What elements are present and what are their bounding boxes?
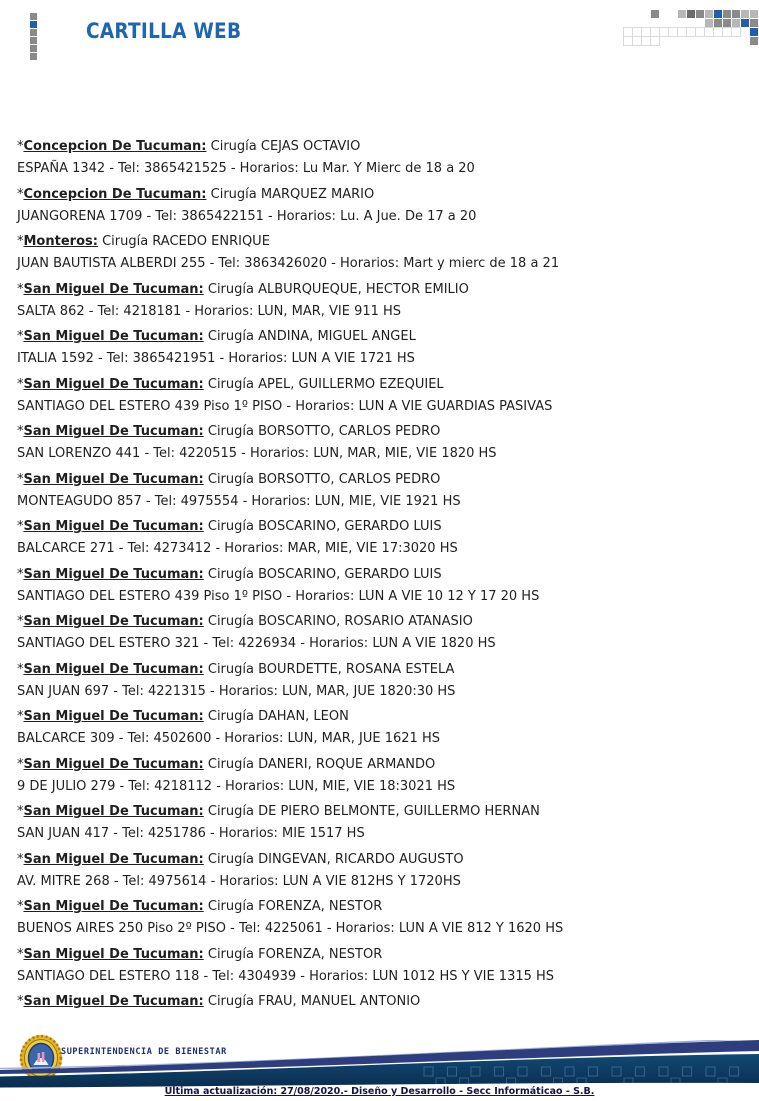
- directory-entry: [17, 944, 747, 988]
- entry-details: SANTIAGO DEL ESTERO 321 - Tel: 4226934 - Horarios: LUN A VIE 1820 HS: [17, 636, 496, 651]
- entry-details: SANTIAGO DEL ESTERO 439 Piso 1º PISO - Horarios: LUN A VIE GUARDIAS PASIVAS: [17, 398, 553, 414]
- entry-city: Concepcion De Tucuman:: [23, 186, 207, 202]
- header-pixel-mosaic-icon: [624, 10, 759, 50]
- entry-title-line: [17, 469, 747, 491]
- entry-bullet: *: [17, 661, 24, 677]
- entry-info: Cirugía FORENZA, NESTOR: [203, 899, 383, 914]
- entry-city: San Miguel De Tucuman:: [23, 329, 204, 344]
- entry-info: Cirugía CEJAS OCTAVIO: [206, 139, 361, 154]
- entry-title-line: [17, 611, 747, 633]
- brand-pixel-strip-icon: [30, 13, 38, 60]
- entry-details: SAN JUAN 417 - Tel: 4251786 - Horarios: MIE 1517 HS: [17, 826, 365, 841]
- entry-title-line: [17, 231, 747, 253]
- entry-title-line: [17, 944, 747, 966]
- entry-title-line: [17, 421, 747, 443]
- entry-details: SALTA 862 - Tel: 4218181 - Horarios: LUN, MAR, VIE 911 HS: [17, 303, 402, 319]
- directory-entry: [17, 564, 747, 608]
- directory-entry: [17, 801, 747, 845]
- entry-details: SAN LORENZO 441 - Tel: 4220515 - Horarios: LUN, MAR, MIE, VIE 1820 HS: [17, 446, 497, 461]
- entry-details: BUENOS AIRES 250 Piso 2º PISO - Tel: 4225061 - Horarios: LUN A VIE 812 Y 1620 HS: [17, 921, 564, 936]
- entry-title-line: [17, 279, 747, 301]
- entry-bullet: *: [17, 139, 24, 154]
- entry-title-line: [17, 374, 747, 396]
- directory-entry: [17, 659, 747, 703]
- directory-entry: [17, 184, 747, 228]
- entry-details: SANTIAGO DEL ESTERO 118 - Tel: 4304939 - Horarios: LUN 1012 HS Y VIE 1315 HS: [17, 968, 555, 984]
- entry-city: San Miguel De Tucuman:: [23, 851, 204, 867]
- entry-title-line: [17, 991, 747, 1013]
- entry-city: San Miguel De Tucuman:: [23, 519, 204, 534]
- entry-info: Cirugía FRAU, MANUEL ANTONIO: [203, 994, 421, 1009]
- entry-bullet: *: [17, 899, 24, 914]
- directory-entry: [17, 469, 747, 513]
- entry-bullet: *: [17, 946, 24, 962]
- entry-bullet: *: [17, 281, 24, 297]
- entry-info: Cirugía DE PIERO BELMONTE, GUILLERMO HERNAN: [203, 804, 540, 819]
- directory-entry: [17, 849, 747, 893]
- entry-details: JUAN BAUTISTA ALBERDI 255 - Tel: 3863426020 - Horarios: Mart y mierc de 18 a 21: [17, 256, 560, 271]
- entry-city: Concepcion De Tucuman:: [23, 139, 207, 154]
- entry-info: Cirugía APEL, GUILLERMO EZEQUIEL: [203, 376, 444, 392]
- entry-details: MONTEAGUDO 857 - Tel: 4975554 - Horarios: LUN, MIE, VIE 1921 HS: [17, 493, 461, 509]
- directory-entry: [17, 991, 747, 1013]
- entry-info: Cirugía BOURDETTE, ROSANA ESTELA: [203, 661, 455, 677]
- entry-details: BALCARCE 271 - Tel: 4273412 - Horarios: MAR, MIE, VIE 17:3020 HS: [17, 541, 458, 556]
- entry-info: Cirugía MARQUEZ MARIO: [206, 186, 375, 202]
- entry-title-line: [17, 801, 747, 823]
- entry-city: San Miguel De Tucuman:: [23, 566, 204, 582]
- entry-city: San Miguel De Tucuman:: [23, 756, 204, 772]
- entry-details: AV. MITRE 268 - Tel: 4975614 - Horarios: LUN A VIE 812HS Y 1720HS: [17, 873, 461, 889]
- entry-info: Cirugía ALBURQUEQUE, HECTOR EMILIO: [203, 281, 469, 297]
- entry-city: San Miguel De Tucuman:: [23, 709, 204, 724]
- entry-info: Cirugía DAHAN, LEON: [203, 709, 349, 724]
- entry-bullet: *: [17, 376, 24, 392]
- directory-entry: [17, 326, 747, 370]
- entry-bullet: *: [17, 994, 24, 1009]
- entry-info: Cirugía BORSOTTO, CARLOS PEDRO: [203, 471, 441, 487]
- entry-bullet: *: [17, 851, 24, 867]
- entry-title-line: [17, 849, 747, 871]
- entry-title-line: [17, 326, 747, 348]
- entry-city: San Miguel De Tucuman:: [23, 804, 204, 819]
- directory-entry: [17, 754, 747, 798]
- entry-details: SANTIAGO DEL ESTERO 439 Piso 1º PISO - Horarios: LUN A VIE 10 12 Y 17 20 HS: [17, 588, 540, 604]
- entry-title-line: [17, 659, 747, 681]
- entry-city: San Miguel De Tucuman:: [23, 424, 204, 439]
- directory-entry: [17, 374, 747, 418]
- entry-city: San Miguel De Tucuman:: [23, 946, 204, 962]
- entry-details: 9 DE JULIO 279 - Tel: 4218112 - Horarios: LUN, MIE, VIE 18:3021 HS: [17, 778, 456, 794]
- directory-entry: [17, 706, 747, 750]
- entry-info: Cirugía BOSCARINO, GERARDO LUIS: [203, 566, 442, 582]
- entry-bullet: *: [17, 566, 24, 582]
- entry-title-line: [17, 564, 747, 586]
- entry-details: BALCARCE 309 - Tel: 4502600 - Horarios: LUN, MAR, JUE 1621 HS: [17, 731, 440, 746]
- entry-bullet: *: [17, 614, 24, 629]
- directory-entry: [17, 611, 747, 655]
- entry-info: Cirugía BOSCARINO, GERARDO LUIS: [203, 519, 442, 534]
- entry-bullet: *: [17, 756, 24, 772]
- entry-bullet: *: [17, 329, 24, 344]
- entry-title-line: [17, 136, 747, 158]
- entry-city: San Miguel De Tucuman:: [23, 899, 204, 914]
- entry-bullet: *: [17, 186, 24, 202]
- entry-bullet: *: [17, 471, 24, 487]
- entry-city: San Miguel De Tucuman:: [23, 614, 204, 629]
- entry-info: Cirugía DANERI, ROQUE ARMANDO: [203, 756, 436, 772]
- entry-bullet: *: [17, 234, 24, 249]
- entry-city: San Miguel De Tucuman:: [23, 376, 204, 392]
- entry-city: San Miguel De Tucuman:: [23, 281, 204, 297]
- entry-details: SAN JUAN 697 - Tel: 4221315 - Horarios: LUN, MAR, JUE 1820:30 HS: [17, 683, 456, 699]
- entry-info: Cirugía RACEDO ENRIQUE: [97, 234, 270, 249]
- directory-entry: [17, 231, 747, 275]
- entry-city: San Miguel De Tucuman:: [23, 471, 204, 487]
- entry-details: ITALIA 1592 - Tel: 3865421951 - Horarios: LUN A VIE 1721 HS: [17, 351, 415, 366]
- entry-title-line: [17, 516, 747, 538]
- entry-bullet: *: [17, 519, 24, 534]
- entry-bullet: *: [17, 804, 24, 819]
- directory-entry: [17, 896, 747, 940]
- entry-info: Cirugía DINGEVAN, RICARDO AUGUSTO: [203, 851, 464, 867]
- directory-entry: [17, 421, 747, 465]
- directory-entry: [17, 516, 747, 560]
- entry-info: Cirugía BOSCARINO, ROSARIO ATANASIO: [203, 614, 473, 629]
- entry-city: San Miguel De Tucuman:: [23, 994, 204, 1009]
- last-update-note: Última actualización: 27/08/2020.- Diseño y Desarrollo - Secc Informáticao - S.B.: [164, 1086, 595, 1097]
- entry-city: San Miguel De Tucuman:: [23, 661, 204, 677]
- entry-details: JUANGORENA 1709 - Tel: 3865422151 - Horarios: Lu. A Jue. De 17 a 20: [17, 208, 477, 224]
- directory-list: [17, 136, 747, 1017]
- org-name: SUPERINTENDENCIA DE BIENESTAR: [61, 1047, 227, 1057]
- entry-title-line: [17, 706, 747, 728]
- entry-info: Cirugía ANDINA, MIGUEL ANGEL: [203, 329, 416, 344]
- entry-title-line: [17, 184, 747, 206]
- directory-entry: [17, 279, 747, 323]
- entry-city: Monteros:: [23, 234, 98, 249]
- directory-entry: [17, 136, 747, 180]
- entry-info: Cirugía FORENZA, NESTOR: [203, 946, 383, 962]
- entry-title-line: [17, 754, 747, 776]
- page-title: CARTILLA WEB: [86, 19, 242, 43]
- entry-info: Cirugía BORSOTTO, CARLOS PEDRO: [203, 424, 441, 439]
- entry-title-line: [17, 896, 747, 918]
- entry-bullet: *: [17, 709, 24, 724]
- entry-bullet: *: [17, 424, 24, 439]
- entry-details: ESPAÑA 1342 - Tel: 3865421525 - Horarios: Lu Mar. Y Mierc de 18 a 20: [17, 161, 475, 176]
